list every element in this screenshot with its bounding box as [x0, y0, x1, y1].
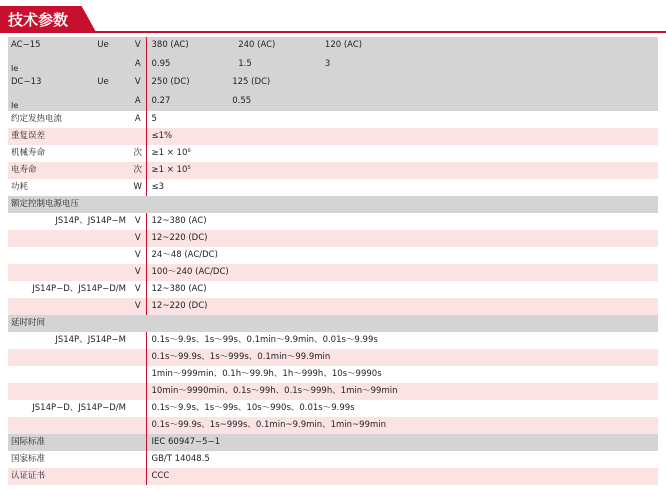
row-label: 国家标准 — [8, 451, 76, 468]
value-cell: 1.5 — [238, 58, 252, 69]
row-label: 机械寿命 — [8, 145, 76, 162]
value-cell: 125 (DC) — [232, 77, 271, 87]
row-sublabel: Ue — [76, 74, 130, 91]
table-row — [8, 179, 658, 196]
row-sublabel: JS14P−D、JS14P−D/M — [8, 281, 130, 298]
row-value: 0.1s～9.9s、1s～99s、10s～990s、0.01s～9.99s — [146, 400, 658, 417]
table-row — [8, 37, 658, 54]
table-row — [8, 196, 658, 213]
row-unit: V — [130, 74, 146, 91]
table-row — [8, 468, 658, 485]
table-row — [8, 213, 658, 230]
row-label — [8, 91, 76, 111]
section-title: 技术参数 — [8, 11, 69, 29]
table-row — [8, 230, 658, 247]
row-unit: V — [130, 230, 146, 247]
row-value: ≤1% — [146, 128, 658, 145]
row-values — [146, 37, 658, 54]
row-unit: V — [130, 37, 146, 54]
row-label: DC−13 — [8, 74, 76, 91]
row-value: 100～240 (AC/DC) — [146, 264, 658, 281]
table-row — [8, 54, 658, 74]
row-unit: V — [130, 264, 146, 281]
group-heading: 延时时间 — [8, 315, 658, 332]
row-values — [146, 74, 658, 91]
table-row — [8, 281, 658, 298]
row-unit: V — [130, 298, 146, 315]
row-unit: V — [130, 213, 146, 230]
table-row — [8, 298, 658, 315]
group-heading: 额定控制电源电压 — [8, 196, 658, 213]
value-cell: 240 (AC) — [238, 40, 276, 50]
table-row — [8, 332, 658, 349]
header-rule — [0, 31, 666, 33]
row-value: 12~380 (AC) — [146, 213, 658, 230]
row-unit: V — [130, 281, 146, 298]
row-values — [146, 54, 658, 74]
row-label: 功耗 — [8, 179, 76, 196]
row-label: 电寿命 — [8, 162, 76, 179]
row-unit: 次 — [130, 145, 146, 162]
row-label: 重复误差 — [8, 128, 76, 145]
row-value: 10min～9990min、0.1s～99h、0.1s～999h、1min～99min — [146, 383, 658, 400]
table-row — [8, 111, 658, 128]
row-unit: A — [130, 111, 146, 128]
table-row — [8, 315, 658, 332]
row-unit: 次 — [130, 162, 146, 179]
value-cell: 3 — [324, 58, 331, 69]
value-cell: 380 (AC) — [151, 40, 189, 50]
row-sublabel: JS14P−D、JS14P−D/M — [8, 400, 130, 417]
row-label: 认证证书 — [8, 468, 76, 485]
value-cell: 0.27 — [151, 95, 171, 106]
table-row — [8, 383, 658, 400]
value-cell: 0.95 — [151, 58, 171, 69]
table-row — [8, 128, 658, 145]
row-label — [8, 54, 76, 74]
row-value: 12~220 (DC) — [146, 230, 658, 247]
row-sublabel: JS14P、JS14P−M — [8, 213, 130, 230]
row-value: IEC 60947−5−1 — [146, 434, 658, 451]
row-sublabel: Ue — [76, 37, 130, 54]
row-value: ≤3 — [146, 179, 658, 196]
row-label: 约定发热电流 — [8, 111, 76, 128]
table-row — [8, 162, 658, 179]
value-cell: 250 (DC) — [151, 77, 190, 87]
table-row — [8, 145, 658, 162]
row-label: AC−15 — [8, 37, 76, 54]
value-cell: 120 (AC) — [324, 40, 363, 50]
table-row — [8, 247, 658, 264]
table-row — [8, 74, 658, 91]
row-value: 0.1s～99.9s、1s～999s、0.1min～99.9min — [146, 349, 658, 366]
table-row — [8, 434, 658, 451]
row-sublabel: JS14P、JS14P−M — [8, 332, 130, 349]
section-header — [0, 0, 666, 36]
ie-label: Ie — [11, 63, 19, 73]
row-unit: A — [130, 91, 146, 111]
row-values — [146, 91, 658, 111]
table-row — [8, 400, 658, 417]
row-value: 1min～999min、0.1h～99.9h、1h～999h、10s～9990s — [146, 366, 658, 383]
row-value: GB/T 14048.5 — [146, 451, 658, 468]
row-value: 12~220 (DC) — [146, 298, 658, 315]
value-cell: 0.55 — [232, 95, 252, 106]
row-unit: W — [130, 179, 146, 196]
row-value: 0.1s～9.9s、1s～99s、0.1min～9.9min、0.01s～9.99s — [146, 332, 658, 349]
row-value: 12~380 (AC) — [146, 281, 658, 298]
row-value: 24～48 (AC/DC) — [146, 247, 658, 264]
spec-table — [8, 37, 658, 485]
table-row — [8, 264, 658, 281]
ie-label: Ie — [11, 100, 19, 110]
row-value: 0.1s～99.9s、1s~999s、0.1min~9.9min、1min~99min — [146, 417, 658, 434]
table-row — [8, 349, 658, 366]
row-value: CCC — [146, 468, 658, 485]
table-row — [8, 366, 658, 383]
row-value: ≥1 × 10⁶ — [146, 145, 658, 162]
row-unit: A — [130, 54, 146, 74]
row-value: ≥1 × 10⁵ — [146, 162, 658, 179]
row-value: 5 — [146, 111, 658, 128]
table-row — [8, 91, 658, 111]
table-row — [8, 417, 658, 434]
table-row — [8, 451, 658, 468]
row-label: 国际标准 — [8, 434, 76, 451]
row-unit: V — [130, 247, 146, 264]
